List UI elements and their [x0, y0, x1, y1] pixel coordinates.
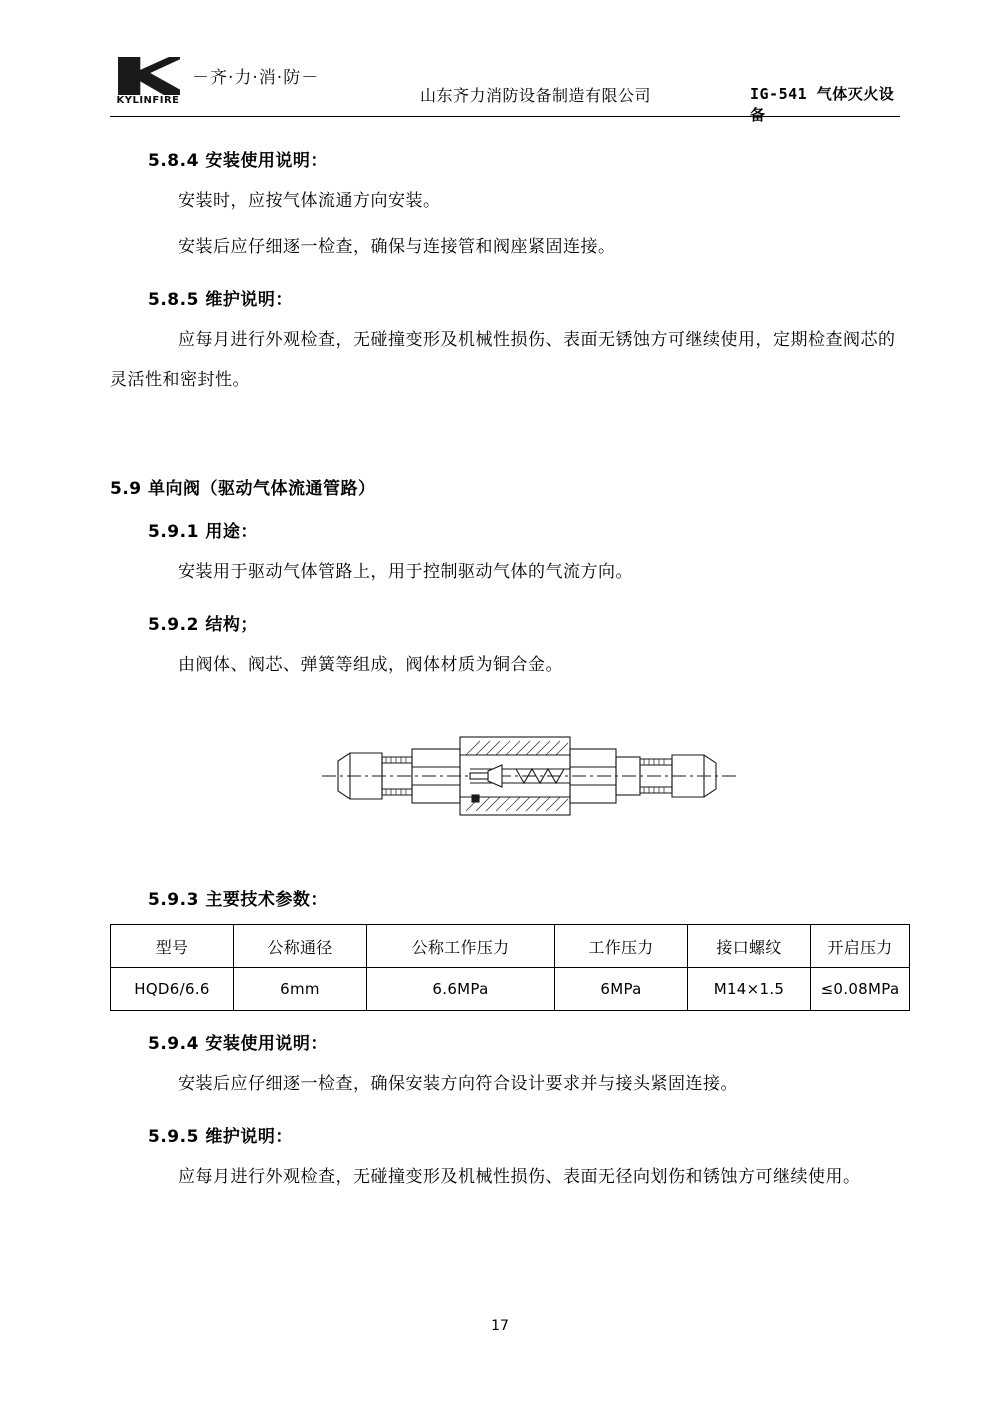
table-cell: 6MPa [555, 968, 688, 1011]
header-divider [110, 116, 900, 117]
company-logo [110, 55, 320, 113]
logo-wordmark: KYLINFIRE [116, 95, 180, 106]
header-product-name: IG-541 气体灭火设备 [750, 85, 895, 124]
paragraph-5-8-4-2: 安装后应仔细逐一检查，确保与连接管和阀座紧固连接。 [178, 237, 616, 257]
document-body [110, 128, 910, 1203]
table-header-cell: 工作压力 [555, 925, 688, 968]
heading-5-8-4: 5.8.4 安装使用说明： [148, 151, 328, 171]
kylinfire-logo-icon [118, 57, 180, 97]
heading-5-9-3: 5.9.3 主要技术参数： [148, 890, 328, 910]
table-cell: 6mm [234, 968, 367, 1011]
paragraph-5-9-4-1: 安装后应仔细逐一检查，确保安装方向符合设计要求并与接头紧固连接。 [178, 1074, 738, 1094]
logo-slogan: －齐·力·消·防－ [192, 68, 320, 88]
table-header-row [111, 925, 910, 968]
heading-5-9-2: 5.9.2 结构； [148, 615, 258, 635]
paragraph-5-8-5-1: 应每月进行外观检查，无碰撞变形及机械性损伤、表面无锈蚀方可继续使用，定期检查阀芯的灵活性和密封性。 [110, 330, 896, 390]
table-header-cell: 开启压力 [811, 925, 910, 968]
paragraph-5-9-2-1: 由阀体、阀芯、弹簧等组成，阀体材质为铜合金。 [178, 655, 563, 675]
table-cell: HQD6/6.6 [111, 968, 234, 1011]
table-cell: ≤0.08MPa [811, 968, 910, 1011]
table-header-cell: 公称通径 [234, 925, 367, 968]
heading-5-9-5: 5.9.5 维护说明： [148, 1127, 293, 1147]
check-valve-drawing [320, 711, 740, 841]
heading-5-9-4: 5.9.4 安装使用说明： [148, 1034, 328, 1054]
spec-table [110, 924, 910, 1011]
heading-5-9: 5.9 单向阀（驱动气体流通管路） [110, 479, 376, 499]
table-header-cell: 接口螺纹 [688, 925, 811, 968]
paragraph-5-8-4-1: 安装时，应按气体流通方向安装。 [178, 191, 441, 211]
check-valve-figure [110, 711, 910, 861]
paragraph-5-9-1-1: 安装用于驱动气体管路上，用于控制驱动气体的气流方向。 [178, 562, 633, 582]
spec-table-wrapper [110, 924, 910, 1011]
table-row [111, 968, 910, 1011]
page-number: 17 [491, 1318, 509, 1334]
table-header-cell: 公称工作压力 [367, 925, 555, 968]
page-header [110, 55, 900, 124]
paragraph-5-9-5-1: 应每月进行外观检查，无碰撞变形及机械性损伤、表面无径向划伤和锈蚀方可继续使用。 [178, 1167, 861, 1187]
table-header-cell: 型号 [111, 925, 234, 968]
header-company-name: 山东齐力消防设备制造有限公司 [420, 86, 652, 105]
table-cell: 6.6MPa [367, 968, 555, 1011]
table-cell: M14×1.5 [688, 968, 811, 1011]
heading-5-9-1: 5.9.1 用途： [148, 522, 258, 542]
heading-5-8-5: 5.8.5 维护说明： [148, 290, 293, 310]
